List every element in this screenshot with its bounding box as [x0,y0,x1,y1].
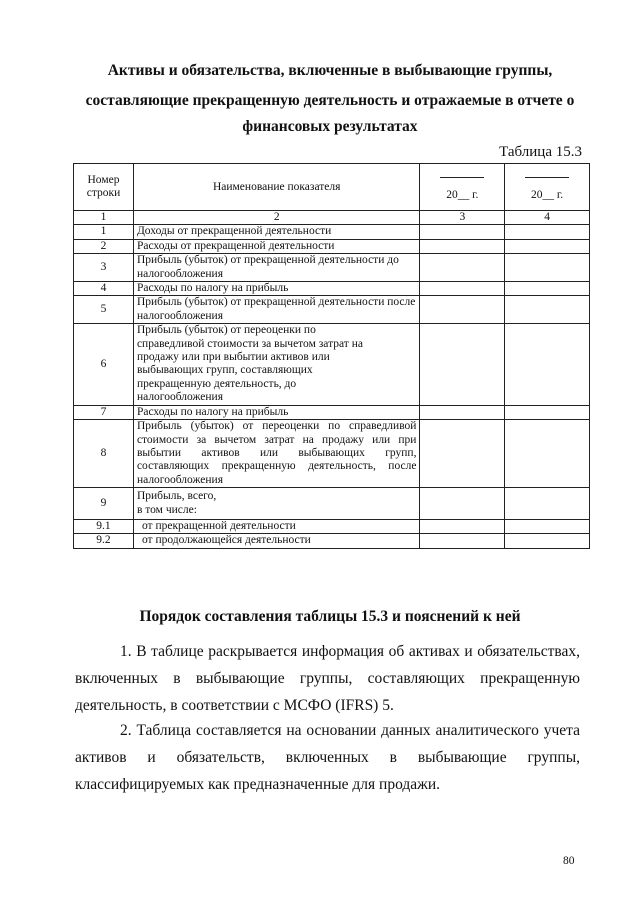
table-row [74,324,590,405]
value-cell [505,405,590,419]
value-cell [420,324,505,405]
value-cell [420,225,505,239]
value-cell [420,519,505,533]
value-cell [505,239,590,253]
row-name: Прибыль (убыток) от переоценки по справедливой стоимости за вычетом затрат на продажу или при выбытии активов или выбывающих групп, составляющих прекращенную деятельность, после налогообложения [133,420,420,488]
value-cell [420,420,505,488]
paragraph-1-text: 1. В таблице раскрывается информация об активах и обязательствах, включенных в выбывающие группы, составляющих прекращенную деятельность, в соответствии с МСФО (IFRS) 5. [75,643,580,714]
table-row [74,488,590,520]
row-name-line-1: Прибыль, всего, [136,490,217,503]
column-number: 1 [74,211,134,225]
row-name: Расходы по налогу на прибыль [133,282,420,296]
value-cell [505,488,590,520]
row-name-line-2: в том числе: [136,503,197,516]
table-row [74,405,590,419]
year-blank-line-2 [525,177,569,178]
row-number: 9.2 [74,534,134,548]
row-number: 9 [74,488,134,520]
table-header-row [74,164,590,211]
header-year-2 [505,164,590,211]
row-number: 2 [74,239,134,253]
row-name: Прибыль (убыток) от прекращенной деятельности после налогообложения [133,296,420,324]
row-number: 5 [74,296,134,324]
document-title-line-3: финансовых результатах [242,118,418,135]
column-number: 3 [420,211,505,225]
value-cell [505,519,590,533]
value-cell [505,254,590,282]
column-number-row [74,211,590,225]
year-1-text: 20__ г. [446,188,479,201]
row-number: 7 [74,405,134,419]
column-number: 2 [133,211,420,225]
row-name: Расходы по налогу на прибыль [133,405,420,419]
paragraph-2 [75,717,580,798]
value-cell [420,296,505,324]
year-blank-line-1 [440,177,484,178]
row-number: 8 [74,420,134,488]
header-year-1 [420,164,505,211]
paragraph-1 [75,638,580,719]
value-cell [505,420,590,488]
value-cell [420,282,505,296]
row-number: 1 [74,225,134,239]
value-cell [420,405,505,419]
table-caption: Таблица 15.3 [499,144,582,160]
value-cell [505,225,590,239]
document-title-line-1: Активы и обязательства, включенные в выбывающие группы, [107,62,553,79]
row-name: Прибыль (убыток) от прекращенной деятельности до налогообложения [133,254,420,282]
row-number: 3 [74,254,134,282]
header-name-label: Наименование показателя [133,164,420,211]
header-row-label: Номер строки [74,164,134,211]
value-cell [505,534,590,548]
value-cell [420,254,505,282]
value-cell [505,296,590,324]
value-cell [420,239,505,253]
row-number: 9.1 [74,519,134,533]
table-row [74,519,590,533]
year-2-text: 20__ г. [531,188,564,201]
row-number: 4 [74,282,134,296]
row-number: 6 [74,324,134,405]
value-cell [420,534,505,548]
page-number: 80 [563,855,575,867]
table-row [74,534,590,548]
column-number: 4 [505,211,590,225]
row-name: Доходы от прекращенной деятельности [133,225,420,239]
table-row [74,239,590,253]
table-row [74,225,590,239]
row-name: Расходы от прекращенной деятельности [133,239,420,253]
value-cell [420,488,505,520]
table-row [74,296,590,324]
row-name: от продолжающейся деятельности [133,534,420,548]
section-heading: Порядок составления таблицы 15.3 и пояснений к ней [139,608,521,625]
paragraph-2-text: 2. Таблица составляется на основании данных аналитического учета активов и обязательств, включенных в выбывающие группы, классифицируемых как предназначенные для продажи. [75,722,580,793]
table-row [74,282,590,296]
table-row [74,420,590,488]
table-row [74,254,590,282]
row-name: Прибыль (убыток) от переоценки по справедливой стоимости за вычетом затрат на продажу или при выбытии активов или выбывающих групп, составляющих прекращенную деятельность, до налогообложения [133,324,420,405]
document-title-line-2: составляющие прекращенную деятельность и отражаемые в отчете о [85,92,575,109]
value-cell [505,282,590,296]
report-table [73,163,590,549]
row-name: от прекращенной деятельности [133,519,420,533]
value-cell [505,324,590,405]
row-name [133,488,420,520]
